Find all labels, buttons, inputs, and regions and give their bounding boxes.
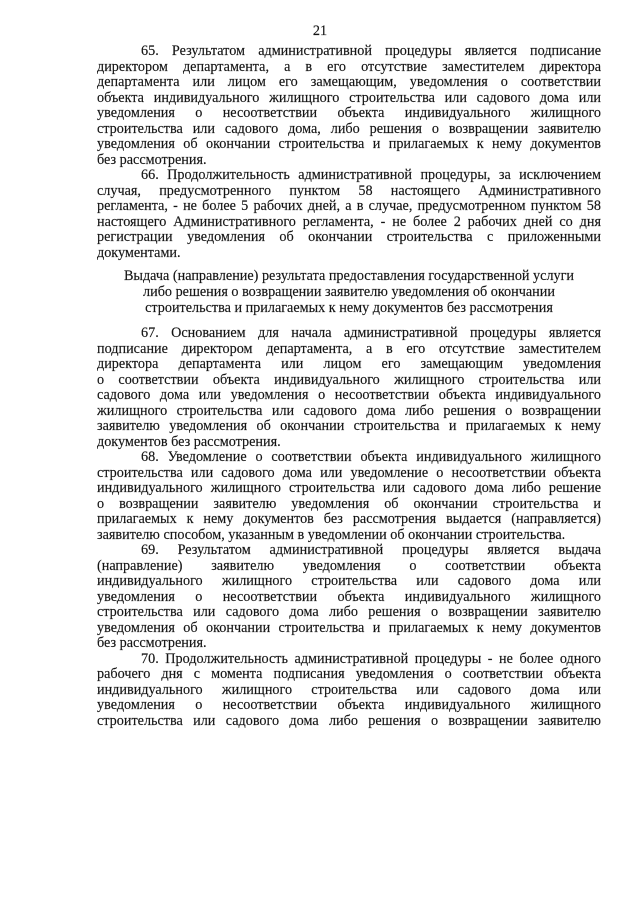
paragraph-line: случая, предусмотренного пунктом 58 настоящего Административного [97,183,601,199]
paragraph-line: регламента, - не более 5 рабочих дней, а в случае, предусмотренном пунктом 58 [97,199,601,214]
heading-line: Выдача (направление) результата предоставления государственной услуги [123,268,575,284]
heading-line: либо решения о возвращении заявителю уведомления об окончании [143,284,555,300]
paragraph-line: уведомления о несоответствии объекта индивидуального жилищного [97,698,601,713]
paragraph-line: 66. Продолжительность административной процедуры, за исключением [141,168,601,183]
paragraph-line: без рассмотрения. [97,636,207,651]
paragraph-line: уведомления об окончании строительства и прилагаемых к нему документов [97,137,601,152]
document-body [97,44,601,729]
paragraph-line: (направление) заявителю уведомления о соответствии объекта [97,558,601,574]
paragraph-line: директора департамента или лицом его замещающим уведомления [97,357,601,372]
paragraph-line: строительства или садового дома, либо решения о возвращении заявителю [97,121,601,137]
paragraph-line: директором департамента, а в его отсутствие заместителем директора [97,59,601,75]
paragraph-line: строительства или садового дома или уведомление о несоответствии объекта [97,465,601,481]
paragraph-line: индивидуального жилищного строительства или садового дома или [97,682,601,698]
page-number: 21 [312,23,328,39]
paragraph-70 [97,652,601,730]
paragraph-line: уведомления о несоответствии объекта индивидуального жилищного [97,106,601,121]
paragraph-line: регистрации уведомления об окончании строительства с приложенными [97,230,601,245]
paragraph-line: документами. [97,245,181,261]
paragraph-69 [97,543,601,652]
paragraph-line: о соответствии объекта индивидуального жилищного строительства или [97,372,601,388]
paragraph-67 [97,326,601,450]
paragraph-line: строительства или садового дома либо решения о возвращении заявителю [97,605,601,620]
paragraph-line: прилагаемых к нему документов без рассмотрения выдается (направляется) [97,512,601,527]
paragraph-line: объекта индивидуального жилищного строительства или садового дома или [97,90,601,106]
paragraph-line: рабочего дня с момента подписания уведомления о соответствии объекта [97,667,601,682]
paragraph-line: о возвращении заявителю уведомления об окончании строительства и [97,496,601,512]
paragraph-line: департамента или лицом его замещающим, уведомления о соответствии [97,75,601,90]
paragraph-line: садового дома или уведомления о несоответствии объекта индивидуального [97,388,601,403]
paragraph-line: индивидуального жилищного строительства или садового дома либо решение [97,481,601,496]
paragraph-68 [97,450,601,543]
paragraph-65 [97,44,601,168]
paragraph-line: уведомления об окончании строительства и прилагаемых к нему документов [97,620,601,636]
paragraph-line: строительства или садового дома либо решения о возвращении заявителю [97,713,601,729]
paragraph-line: заявителю способом, указанным в уведомлении об окончании строительства. [97,527,566,543]
paragraph-line: индивидуального жилищного строительства или садового дома или [97,574,601,589]
section-heading [97,268,601,316]
paragraph-line: 68. Уведомление о соответствии объекта индивидуального жилищного [141,450,601,465]
paragraph-line: настоящего Административного регламента, - не более 2 рабочих дней со дня [97,214,601,230]
paragraph-line: 67. Основанием для начала административной процедуры является [141,326,601,341]
paragraph-line: 65. Результатом административной процедуры является подписание [141,44,601,59]
paragraph-line: 70. Продолжительность административной процедуры - не более одного [141,651,601,667]
paragraph-line: 69. Результатом административной процедуры является выдача [141,543,601,558]
paragraph-line: жилищного строительства или садового дома либо решения о возвращении [97,403,601,419]
paragraph-line: без рассмотрения. [97,152,207,168]
paragraph-66 [97,168,601,261]
heading-line: строительства и прилагаемых к нему документов без рассмотрения [145,300,553,316]
paragraph-line: документов без рассмотрения. [97,434,281,450]
paragraph-line: уведомления о несоответствии объекта индивидуального жилищного [97,589,601,605]
paragraph-line: подписание директором департамента, а в его отсутствие заместителем [97,341,601,357]
paragraph-line: заявителю уведомления об окончании строительства и прилагаемых к нему [97,419,601,434]
